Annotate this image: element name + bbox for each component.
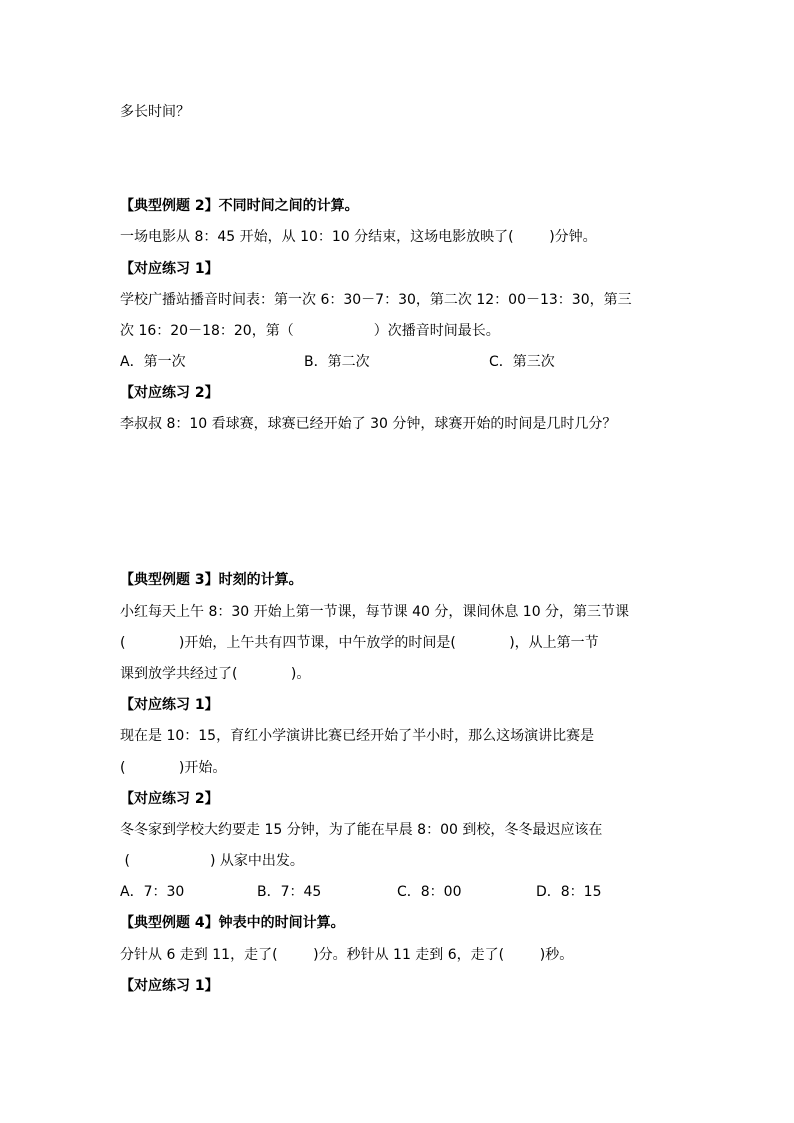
exercise-text: 次 16：20－18：20，第（ ）次播音时间最长。 [120, 323, 500, 339]
example-2-heading: 【典型例题 2】不同时间之间的计算。 [120, 198, 359, 214]
exercise-heading: 【对应练习 2】 [120, 385, 219, 401]
exercise-heading: 【对应练习 1】 [120, 697, 219, 713]
exercise-text: 现在是 10：15，育红小学演讲比赛已经开始了半小时，那么这场演讲比赛是 [120, 728, 595, 744]
option-b: B．第二次 [304, 354, 370, 370]
example-3-heading: 【典型例题 3】时刻的计算。 [120, 572, 303, 588]
exercise-text: ( )开始。 [120, 760, 227, 776]
example-4-heading: 【典型例题 4】钟表中的时间计算。 [120, 915, 345, 931]
option-c: C．第三次 [489, 354, 555, 370]
exercise-heading: 【对应练习 1】 [120, 261, 219, 277]
exercise-heading: 【对应练习 1】 [120, 978, 219, 994]
example-2-question: 一场电影从 8：45 开始，从 10：10 分结束，这场电影放映了( )分钟。 [120, 229, 597, 245]
exercise-text: 李叔叔 8：10 看球赛，球赛已经开始了 30 分钟，球赛开始的时间是几时几分？ [120, 416, 617, 432]
option-a: A．第一次 [120, 354, 186, 370]
exercise-text: 冬冬家到学校大约要走 15 分钟，为了能在早晨 8：00 到校，冬冬最迟应该在 [120, 822, 603, 838]
option-b: B．7：45 [257, 884, 322, 900]
question-fragment: 多长时间？ [120, 104, 190, 120]
example-3-question: 小红每天上午 8：30 开始上第一节课，每节课 40 分，课间休息 10 分，第三节课 [120, 604, 630, 620]
example-3-question: 课到放学共经过了( )。 [120, 666, 311, 682]
example-4-question: 分针从 6 走到 11，走了( )分。秒针从 11 走到 6，走了( )秒。 [120, 947, 574, 963]
option-d: D．8：15 [536, 884, 602, 900]
exercise-text: ( ) 从家中出发。 [120, 853, 304, 869]
option-c: C．8：00 [397, 884, 462, 900]
example-3-question: ( )开始，上午共有四节课，中午放学的时间是( )，从上第一节 [120, 635, 599, 651]
exercise-heading: 【对应练习 2】 [120, 791, 219, 807]
exercise-text: 学校广播站播音时间表：第一次 6：30－7：30，第二次 12：00－13：30，第三 [120, 292, 632, 308]
option-a: A．7：30 [120, 884, 185, 900]
